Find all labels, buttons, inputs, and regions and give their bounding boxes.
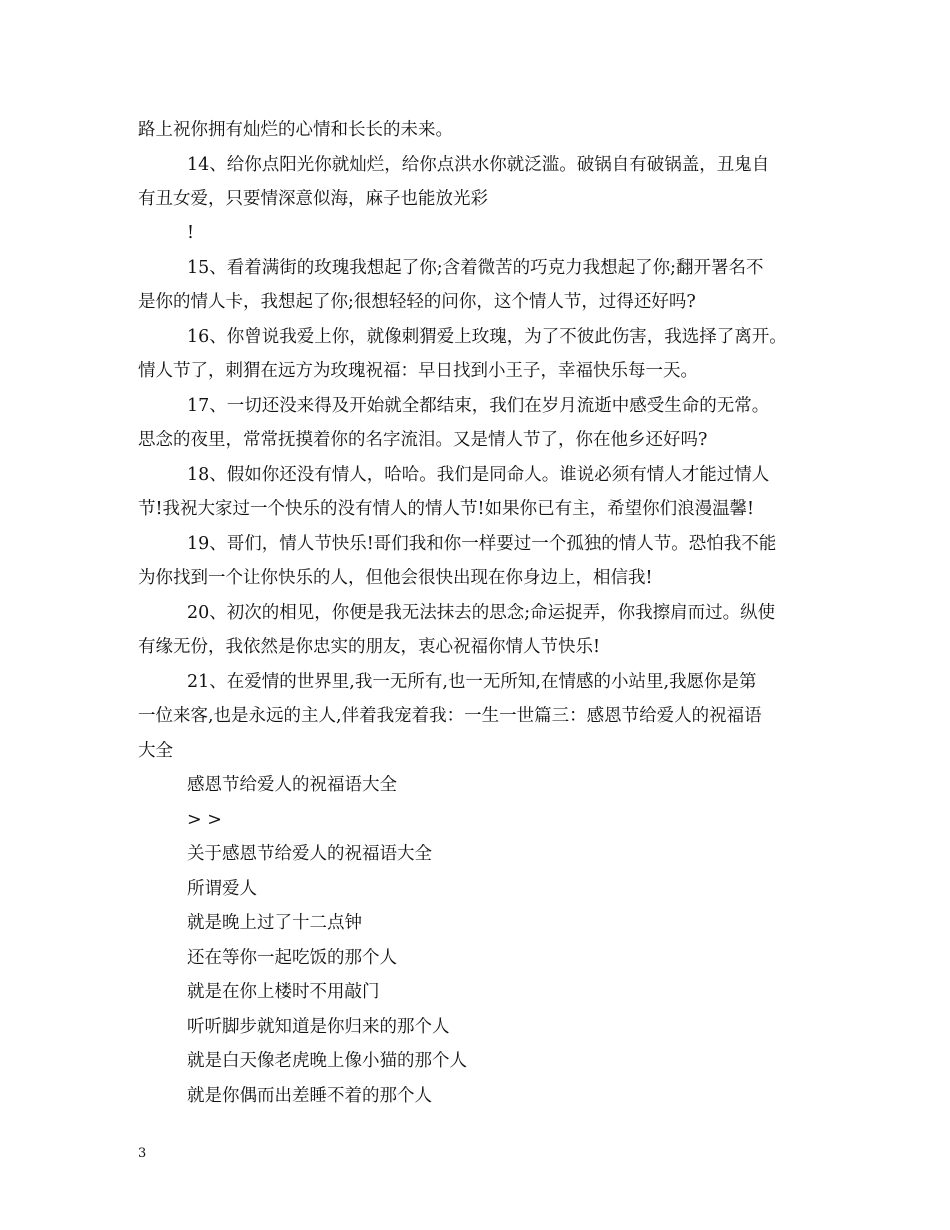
- text-line: 有丑女爱，只要情深意似海，麻子也能放光彩: [138, 189, 488, 209]
- page-number: 3: [138, 1146, 147, 1161]
- text-line: 就是白天像老虎晚上像小猫的那个人: [187, 1051, 467, 1071]
- text-line: 19、哥们，情人节快乐!哥们我和你一样要过一个孤独的情人节。恐怕我不能: [187, 534, 777, 554]
- text-line: 20、初次的相见，你便是我无法抹去的思念;命运捉弄，你我擦肩而过。纵使: [187, 603, 776, 623]
- text-line: 是你的情人卡，我想起了你;很想轻轻的问你，这个情人节，过得还好吗?: [138, 292, 696, 312]
- text-line: 17、一切还没来得及开始就全都结束，我们在岁月流逝中感受生命的无常。: [187, 396, 770, 416]
- text-line: 15、看着满街的玫瑰我想起了你;含着微苦的巧克力我想起了你;翻开署名不: [187, 258, 764, 278]
- text-line: > >: [187, 810, 222, 830]
- text-line: 为你找到一个让你快乐的人，但他会很快出现在你身边上，相信我!: [138, 568, 653, 588]
- text-line: 就是你偶而出差睡不着的那个人: [187, 1086, 432, 1106]
- text-line: 节!我祝大家过一个快乐的没有情人的情人节!如果你已有主，希望你们浪漫温馨!: [138, 499, 755, 519]
- text-line: 大全: [138, 741, 173, 761]
- text-line: 情人节了，刺猬在远方为玫瑰祝福：早日找到小王子，幸福快乐每一天。: [138, 361, 698, 381]
- text-line: !: [187, 223, 195, 243]
- text-line: 还在等你一起吃饭的那个人: [187, 948, 397, 968]
- text-line: 听听脚步就知道是你归来的那个人: [187, 1017, 450, 1037]
- text-line: 有缘无份，我依然是你忠实的朋友，衷心祝福你情人节快乐!: [138, 637, 601, 657]
- text-line: 16、你曾说我爱上你，就像刺猬爱上玫瑰，为了不彼此伤害，我选择了离开。: [187, 327, 787, 347]
- text-line: 关于感恩节给爱人的祝福语大全: [187, 844, 432, 864]
- text-line: 14、给你点阳光你就灿烂，给你点洪水你就泛滥。破锅自有破锅盖，丑鬼自: [187, 155, 770, 175]
- text-line: 所谓爱人: [187, 879, 257, 899]
- text-line: 就是晚上过了十二点钟: [187, 913, 362, 933]
- text-line: 就是在你上楼时不用敲门: [187, 982, 380, 1002]
- text-line: 路上祝你拥有灿烂的心情和长长的未来。: [138, 120, 453, 140]
- text-line: 一位来客,也是永远的主人,伴着我宠着我：一生一世篇三：感恩节给爱人的祝福语: [138, 706, 762, 726]
- text-line: 思念的夜里，常常抚摸着你的名字流泪。又是情人节了，你在他乡还好吗?: [138, 430, 708, 450]
- text-line: 18、假如你还没有情人，哈哈。我们是同命人。谁说必须有情人才能过情人: [187, 465, 770, 485]
- text-line: 21、在爱情的世界里,我一无所有,也一无所知,在情感的小站里,我愿你是第: [187, 672, 757, 692]
- text-line: 感恩节给爱人的祝福语大全: [187, 775, 397, 795]
